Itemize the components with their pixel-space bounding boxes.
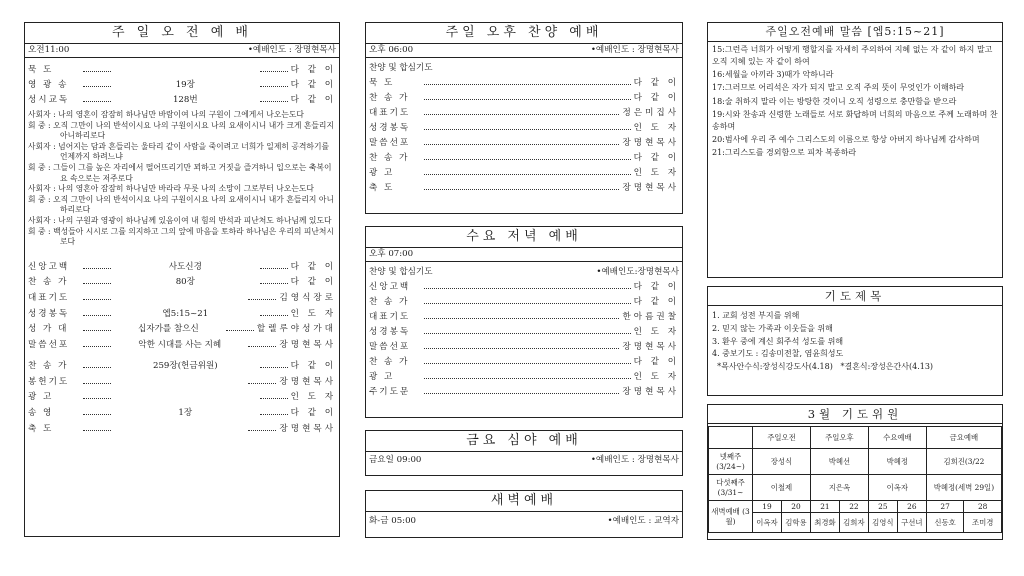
morning-service-info	[25, 44, 339, 58]
dotted-leader	[83, 260, 111, 269]
order-detail: 259장(헌금위원)	[153, 360, 218, 371]
order-row	[366, 121, 682, 136]
dawn-day-cell: 25	[868, 501, 897, 513]
dawn-day-cell: 20	[781, 501, 810, 513]
committee-cell: 박혜정	[868, 449, 926, 475]
dawn-name-cell: 김영식	[868, 513, 897, 533]
order-person: 장명현목사	[622, 182, 679, 193]
prayer-topics-box	[707, 286, 1003, 396]
order-detail: 19장	[175, 79, 195, 90]
responsive-reading	[25, 110, 339, 248]
order-label: 성 가 대	[28, 324, 69, 335]
order-label: 찬 송 가	[369, 92, 410, 103]
order-person: 장명현목사	[622, 386, 679, 397]
prayer-committee-title: 3월 기도위원	[708, 405, 1002, 424]
order-row	[25, 63, 339, 78]
dawn-day-cell: 19	[753, 501, 782, 513]
order-row	[25, 359, 339, 375]
order-row	[25, 260, 339, 276]
order-row	[25, 375, 339, 391]
committee-header-cell: 주일오전	[753, 427, 811, 449]
dawn-service-time: 화-금 05:00	[369, 516, 417, 527]
dotted-leader	[424, 136, 619, 145]
dotted-leader	[83, 307, 111, 316]
order-row	[25, 307, 339, 323]
friday-service-box	[365, 430, 683, 476]
dawn-day-cell: 26	[897, 501, 926, 513]
order-row	[366, 280, 682, 295]
order-row	[25, 275, 339, 291]
dawn-day-cell: 21	[810, 501, 839, 513]
order-person: 다 같 이	[633, 296, 679, 307]
dotted-leader	[424, 310, 619, 319]
order-label: 성경봉독	[369, 326, 411, 337]
afternoon-service-info	[366, 44, 682, 58]
dotted-leader	[424, 325, 631, 334]
order-label: 말씀선포	[28, 340, 70, 351]
dotted-leader	[424, 370, 631, 379]
scripture-verse: 15:그런즉 너희가 어떻게 행할지를 자세히 주의하여 지혜 없는 자 같이 하지 말고 오직 지혜 있는 자 같이 하여	[712, 44, 993, 66]
dotted-leader	[424, 355, 631, 364]
order-label: 묵 도	[369, 77, 395, 88]
scripture-verse: 16:세월을 아끼라 3)때가 악하니라	[712, 70, 834, 80]
order-person: 김영식장로	[279, 293, 336, 304]
order-row	[366, 340, 682, 355]
order-label: 묵 도	[28, 64, 54, 75]
order-label: 송 영	[28, 407, 54, 418]
dawn-name-cell: 김희자	[839, 513, 868, 533]
dawn-service-title: 새벽예배	[366, 491, 682, 512]
committee-cell: 김희진(3/22	[926, 449, 1001, 475]
order-label: 주기도문	[369, 386, 411, 397]
morning-service-title: 주 일 오 전 예 배	[25, 23, 339, 44]
prayer-topics-list	[708, 306, 1002, 375]
scripture-verse: 18:술 취하지 말라 이는 방탕한 것이니 오직 성령으로 충만함을 받으라	[712, 96, 957, 106]
friday-service-title: 금요 심야 예배	[366, 431, 682, 452]
responsive-line: 회 중 : 그들이 그를 높은 자리에서 떨어뜨리기만 꾀하고 거짓을 즐겨하니 입으로는 축복이요 속으로는 저주로다	[28, 162, 332, 183]
responsive-line: 사회자 : 나의 구원과 영광이 하나님께 있음이여 내 힘의 반석과 피난처도 하나님께 있도다	[28, 215, 332, 225]
order-detail: 128번	[172, 94, 198, 105]
order-label: 광 고	[369, 167, 395, 178]
afternoon-service-title: 주일 오후 찬양 예배	[366, 23, 682, 44]
order-row	[25, 406, 339, 422]
order-label: 대표기도	[369, 311, 411, 322]
order-person: 다 같 이	[633, 356, 679, 367]
committee-cell: 장성식	[753, 449, 811, 475]
order-label: 찬 송 가	[28, 277, 69, 288]
scripture-verse: 21:그리스도를 경외함으로 피차 복종하라	[712, 148, 857, 158]
order-row	[366, 181, 682, 196]
order-detail: 1장	[178, 407, 193, 418]
order-person: 할렐루야성가대	[256, 324, 336, 335]
dotted-leader	[260, 78, 288, 87]
order-label: 성경봉독	[369, 122, 411, 133]
responsive-line: 사회자 : 나의 영혼아 잠잠히 하나님만 바라라 무릇 나의 소망이 그로부터 나오는도다	[28, 184, 314, 194]
dawn-service-info	[366, 512, 682, 528]
dawn-name-cell: 최경화	[810, 513, 839, 533]
order-person: 다 같 이	[633, 92, 679, 103]
scripture-verses	[708, 42, 1002, 160]
committee-header-cell	[709, 427, 753, 449]
wednesday-service-title: 수요 저녁 예배	[366, 227, 682, 248]
dawn-day-cell: 28	[964, 501, 1002, 513]
order-row	[366, 106, 682, 121]
order-person: 다 같 이	[290, 79, 336, 90]
order-label: 말씀선포	[369, 137, 411, 148]
dotted-leader	[83, 338, 111, 347]
order-person: 장명현목사	[279, 423, 336, 434]
dotted-leader	[424, 295, 631, 304]
order-row	[366, 91, 682, 106]
dotted-leader	[424, 151, 631, 160]
wednesday-service-time: 오후 07:00	[369, 249, 414, 260]
committee-cell: 다섯째주 (3/31~	[709, 475, 753, 501]
order-person: 다 같 이	[290, 64, 336, 75]
committee-header-row	[709, 427, 1002, 449]
prayer-topic: 1. 교회 성전 부지를 위해	[712, 311, 800, 321]
order-detail: 악한 시대를 사는 지혜	[138, 340, 222, 351]
dawn-name-cell: 조미경	[964, 513, 1002, 533]
dawn-day-cell: 27	[926, 501, 964, 513]
dotted-leader	[83, 375, 111, 384]
order-row	[366, 325, 682, 340]
committee-cell: 이옥자	[868, 475, 926, 501]
friday-service-info	[366, 452, 682, 467]
dotted-leader	[83, 63, 111, 72]
dotted-leader	[424, 106, 619, 115]
dotted-leader	[424, 280, 631, 289]
dotted-leader	[260, 275, 288, 284]
dawn-name-cell: 김학용	[781, 513, 810, 533]
dotted-leader	[83, 359, 111, 368]
dotted-leader	[83, 390, 111, 399]
scripture-title: 주일오전예배 말씀 [엡5:15~21]	[708, 23, 1002, 42]
order-person: 다 같 이	[633, 77, 679, 88]
dawn-days-row	[709, 501, 1002, 513]
dotted-leader	[424, 121, 631, 130]
order-label: 축 도	[369, 182, 395, 193]
order-label: 성시교독	[28, 94, 70, 105]
wednesday-service-info	[366, 248, 682, 262]
order-label: 대표기도	[369, 107, 411, 118]
order-label: 봉헌기도	[28, 376, 70, 387]
order-person: 한아름권찰	[622, 311, 679, 322]
wednesday-order	[366, 280, 682, 400]
morning-service-time: 오전11:00	[28, 45, 70, 56]
morning-order-bottom	[25, 260, 339, 438]
dotted-leader	[248, 422, 276, 431]
order-detail: 사도신경	[168, 261, 202, 272]
order-person: 장명현목사	[279, 376, 336, 387]
committee-row	[709, 449, 1002, 475]
order-row	[366, 355, 682, 370]
order-label: 축 도	[28, 423, 54, 434]
dotted-leader	[424, 76, 631, 85]
order-person: 인 도 자	[633, 371, 679, 382]
prayer-topics-title: 기도제목	[708, 287, 1002, 306]
morning-service-box	[24, 22, 340, 537]
dotted-leader	[424, 166, 631, 175]
dotted-leader	[424, 181, 619, 190]
prayer-topic: 4. 중보기도 : 김송미전찰, 염윤희성도	[712, 349, 844, 359]
dotted-leader	[83, 291, 111, 300]
order-row	[25, 78, 339, 93]
dawn-name-cell: 신동호	[926, 513, 964, 533]
dawn-name-cell: 구선녀	[897, 513, 926, 533]
order-person: 정은미집사	[622, 107, 679, 118]
dotted-leader	[424, 340, 619, 349]
order-person: 다 같 이	[633, 152, 679, 163]
responsive-line: 사회자 : 넘어지는 담과 흔들리는 울타리 같이 사람을 죽이려고 너희가 일제히 공격하기를 언제까지 하려느냐	[28, 141, 330, 162]
order-row	[25, 291, 339, 307]
dotted-leader	[260, 390, 288, 399]
committee-row	[709, 475, 1002, 501]
prayer-committee-box	[707, 404, 1003, 540]
dotted-leader	[83, 322, 111, 331]
scripture-verse: 17:그러므로 어리석은 자가 되지 말고 오직 주의 뜻이 무엇인가 이해하라	[712, 83, 965, 93]
dotted-leader	[83, 93, 111, 102]
friday-service-time: 금요일 09:00	[369, 455, 422, 466]
morning-order-top	[25, 58, 339, 108]
order-detail: 십자가를 참으신	[138, 324, 199, 335]
order-row	[25, 338, 339, 354]
dotted-leader	[83, 275, 111, 284]
dawn-names-row	[709, 513, 1002, 533]
dotted-leader	[83, 406, 111, 415]
dawn-name-cell: 이옥자	[753, 513, 782, 533]
order-person: 인 도 자	[633, 167, 679, 178]
dotted-leader	[424, 385, 619, 394]
order-label: 영 광 송	[28, 79, 69, 90]
order-person: 다 같 이	[633, 281, 679, 292]
dotted-leader	[260, 260, 288, 269]
dotted-leader	[260, 359, 288, 368]
dawn-day-cell: 22	[839, 501, 868, 513]
order-person: 인 도 자	[633, 122, 679, 133]
afternoon-service-time: 오후 06:00	[369, 45, 414, 56]
order-person: 인 도 자	[290, 308, 336, 319]
committee-cell: 넷째주 (3/24~)	[709, 449, 753, 475]
wednesday-praise-line: 찬양 및 합심기도 •예배인도:장명현목사	[366, 265, 682, 280]
order-person: 장명현목사	[279, 340, 336, 351]
order-person: 인 도 자	[633, 326, 679, 337]
dotted-leader	[260, 406, 288, 415]
afternoon-praise-line: 찬양 및 합심기도	[369, 62, 433, 73]
dotted-leader	[248, 291, 276, 300]
order-label: 광 고	[369, 371, 395, 382]
order-row	[366, 385, 682, 400]
committee-cell: 박혜정(세벽 29일)	[926, 475, 1001, 501]
order-label: 대표기도	[28, 293, 70, 304]
dotted-leader	[83, 422, 111, 431]
order-label: 말씀선포	[369, 341, 411, 352]
dawn-label-cell: 새벽예배 (3월)	[709, 501, 753, 533]
dotted-leader	[248, 338, 276, 347]
order-row	[25, 93, 339, 108]
responsive-line: 사회자 : 나의 영혼이 잠잠히 하나님만 바람이여 나의 구원이 그에게서 나오는도다	[28, 109, 304, 119]
order-row	[366, 136, 682, 151]
order-label: 신앙고백	[28, 261, 70, 272]
order-detail: 80장	[175, 277, 195, 288]
dotted-leader	[83, 78, 111, 87]
order-person: 장명현목사	[622, 341, 679, 352]
afternoon-service-leader: •예배인도 : 장명현목사	[590, 45, 679, 56]
responsive-line: 회 중 : 오직 그만이 나의 반석이시요 나의 구원이시요 나의 요새이시니 내가 흔들리지 아니하리로다	[28, 194, 334, 215]
order-person: 다 같 이	[290, 261, 336, 272]
afternoon-service-box	[365, 22, 683, 214]
order-label: 신앙고백	[369, 281, 411, 292]
order-label: 성경봉독	[28, 308, 70, 319]
order-row	[366, 370, 682, 385]
dawn-service-leader: •예배인도 : 교역자	[607, 516, 679, 527]
committee-header-cell: 금요예배	[926, 427, 1001, 449]
dotted-leader	[260, 63, 288, 72]
committee-cell: 지은옥	[810, 475, 868, 501]
order-label: 찬 송 가	[369, 152, 410, 163]
order-label: 찬 송 가	[28, 360, 69, 371]
prayer-topic: 3. 환우 중에 계신 회주석 성도를 위해	[712, 336, 844, 346]
order-label: 찬 송 가	[369, 296, 410, 307]
order-row	[366, 295, 682, 310]
dotted-leader	[260, 307, 288, 316]
committee-header-cell: 수요예배	[868, 427, 926, 449]
afternoon-order	[366, 76, 682, 196]
order-person: 다 같 이	[290, 277, 336, 288]
prayer-committee-table	[708, 426, 1002, 533]
order-row	[25, 390, 339, 406]
order-person: 인 도 자	[290, 392, 336, 403]
wednesday-service-box	[365, 226, 683, 418]
wednesday-service-leader: •예배인도:장명현목사	[596, 266, 679, 277]
dotted-leader	[248, 375, 276, 384]
responsive-line: 회 중 : 백성들아 시시로 그를 의지하고 그의 앞에 마음을 토하라 하나님은 우리의 피난처시로다	[28, 226, 334, 247]
order-person: 다 같 이	[290, 94, 336, 105]
prayer-topic: *목사안수식:장성식강도사(4.18) *결혼식:장성은간사(4.13)	[712, 361, 934, 371]
responsive-line: 회 중 : 오직 그만이 나의 반석이시요 나의 구원이시요 나의 요새이시니 내가 크게 흔들리지 아니하리로다	[28, 120, 334, 141]
scripture-box	[707, 22, 1003, 278]
order-row	[25, 422, 339, 438]
dotted-leader	[424, 91, 631, 100]
committee-header-cell: 주일오후	[810, 427, 868, 449]
order-label: 찬 송 가	[369, 356, 410, 367]
dotted-leader	[260, 93, 288, 102]
order-row	[366, 166, 682, 181]
order-person: 다 같 이	[290, 360, 336, 371]
friday-service-leader: •예배인도 : 장명현목사	[590, 455, 679, 466]
order-label: 광 고	[28, 392, 54, 403]
morning-service-leader: •예배인도 : 장명현목사	[247, 45, 336, 56]
order-row	[366, 76, 682, 91]
committee-cell: 박혜선	[810, 449, 868, 475]
order-detail: 엡5:15~21	[162, 308, 209, 319]
order-row	[25, 322, 339, 338]
scripture-verse: 19:시와 찬송과 신령한 노래들로 서로 화답하며 너희의 마음으로 주께 노래하며 찬송하며	[712, 109, 998, 131]
dawn-service-box	[365, 490, 683, 538]
dotted-leader	[226, 322, 254, 331]
order-person: 장명현목사	[622, 137, 679, 148]
scripture-verse: 20:범사에 우리 주 예수 그리스도의 이름으로 항상 아버지 하나님께 감사하며	[712, 135, 980, 145]
order-row	[366, 151, 682, 166]
prayer-topic: 2. 믿지 않는 가족과 이웃들을 위해	[712, 323, 833, 333]
committee-cell: 이철제	[753, 475, 811, 501]
order-person: 다 같 이	[290, 407, 336, 418]
order-row	[366, 310, 682, 325]
